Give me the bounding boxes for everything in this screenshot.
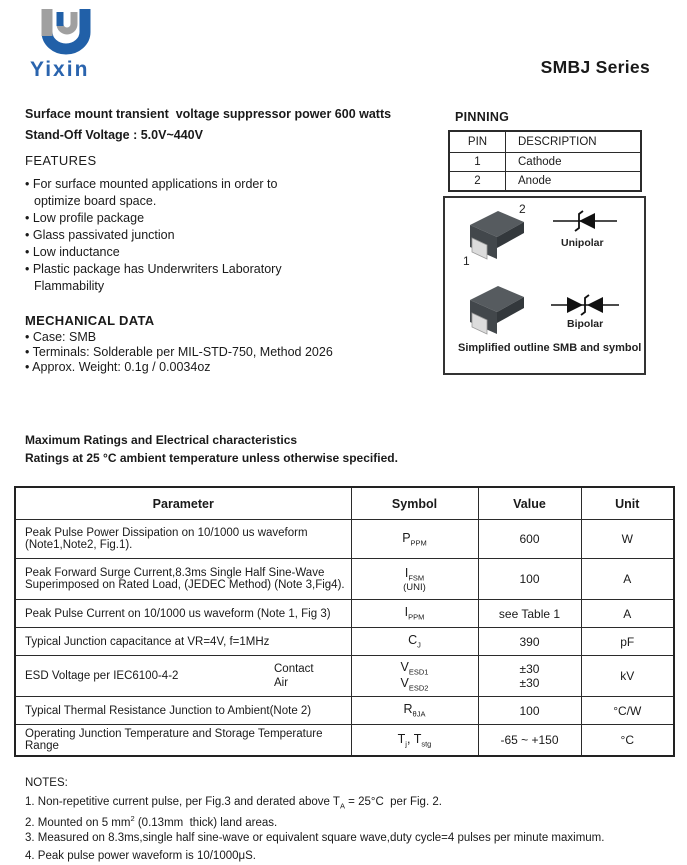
bipolar-diode-icon (551, 293, 619, 317)
company-logo-text: Yixin (30, 58, 90, 81)
pinning-table (448, 130, 642, 192)
symbol-cell: $C_J$ (351, 628, 478, 656)
parameter-cell (15, 559, 351, 600)
intro-line-1: Surface mount transient voltage suppressor power 600 watts (25, 107, 392, 121)
pin-1-label: 1 (463, 254, 470, 268)
pin-2-label: 2 (519, 202, 526, 216)
package-outline-box (443, 196, 646, 375)
feature-item: optimize board space. (34, 194, 157, 208)
mechanical-data-heading: MECHANICAL DATA (25, 313, 155, 328)
unit-cell: °C (581, 725, 674, 756)
note-line: 4. Peak pulse power waveform is 10/1000μS. (25, 850, 256, 862)
note-line: 2. Mounted on 5 $mm^2$ (0.13mm thick) land areas. (25, 814, 278, 829)
features-heading: FEATURES (25, 153, 97, 168)
feature-item: • Glass passivated junction (25, 228, 175, 242)
unit-cell: A (581, 559, 674, 600)
value-cell: 100 (478, 697, 581, 725)
pinning-header-row (449, 131, 641, 153)
unit-cell: A (581, 600, 674, 628)
symbol-col-header: Symbol (351, 487, 478, 520)
mechanical-item: • Terminals: Solderable per MIL-STD-750, Method 2026 (25, 345, 333, 359)
feature-item: • For surface mounted applications in order to (25, 177, 278, 191)
parameter-cell: Peak Pulse Current on 10/1000 us waveform (Note 1, Fig 3) (15, 600, 351, 628)
pin-number: 2 (449, 172, 506, 192)
parameter-text: ESD Voltage per IEC6100-4-2 (25, 670, 179, 682)
value-cell: 600 (478, 520, 581, 559)
bipolar-label: Bipolar (567, 318, 604, 330)
ratings-heading-line-2: Ratings at 25 °C ambient temperature unless otherwise specified. (25, 451, 398, 465)
pin-description: Anode (506, 172, 642, 192)
table-row (15, 600, 674, 628)
unit-cell: °C/W (581, 697, 674, 725)
parameter-text: Peak Forward Surge Current,8.3ms Single Half Sine-Wave (25, 567, 325, 579)
param-col-header: Parameter (15, 487, 351, 520)
parameter-cell: Operating Junction Temperature and Storage Temperature Range (15, 725, 351, 756)
table-row (15, 656, 674, 697)
parameter-cell: Typical Junction capacitance at VR=4V, f=1MHz (15, 628, 351, 656)
parameter-cell (15, 520, 351, 559)
table-row (449, 172, 641, 192)
notes-heading: NOTES: (25, 777, 68, 789)
unit-cell: W (581, 520, 674, 559)
parameter-cell: Typical Thermal Resistance Junction to Ambient(Note 2) (15, 697, 351, 725)
symbol-cell: $R_{\theta JA}$ (351, 697, 478, 725)
parameter-text: Peak Pulse Power Dissipation on 10/1000 us waveform (25, 527, 308, 539)
symbol-cell: $V_{ESD1}$ $V_{ESD2}$ (351, 656, 478, 697)
unipolar-label: Unipolar (561, 237, 604, 249)
unipolar-diode-icon (553, 209, 617, 233)
table-row (449, 153, 641, 172)
pin-col-header: PIN (449, 131, 506, 153)
value-cell: see Table 1 (478, 600, 581, 628)
value-cell: 100 (478, 559, 581, 600)
pin-description: Cathode (506, 153, 642, 172)
intro-line-2: Stand-Off Voltage : 5.0V~440V (25, 128, 203, 142)
parameter-text: Superimposed on Rated Load, (JEDEC Method) (Note 3,Fig4). (25, 579, 345, 591)
symbol-cell: $I_{FSM}$ (UNI) (351, 559, 478, 600)
mechanical-item: • Approx. Weight: 0.1g / 0.0034oz (25, 360, 211, 374)
note-line: 3. Measured on 8.3ms,single half sine-wave or equivalent square wave,duty cycle=4 pulses per minute maximum. (25, 832, 605, 844)
pin-number: 1 (449, 153, 506, 172)
symbol-cell: $I_{PPM}$ (351, 600, 478, 628)
ratings-header-row (15, 487, 674, 520)
value-cell: 390 (478, 628, 581, 656)
page-title: SMBJ Series (540, 57, 650, 77)
outline-caption: Simplified outline SMB and symbol (458, 342, 642, 354)
esd-condition-labels: Contact Air (274, 663, 314, 689)
unit-col-header: Unit (581, 487, 674, 520)
parameter-text: (Note1,Note2, Fig.1). (25, 539, 133, 551)
table-row (15, 628, 674, 656)
unit-cell: pF (581, 628, 674, 656)
table-row (15, 725, 674, 756)
feature-item: Flammability (34, 279, 105, 293)
mechanical-item: • Case: SMB (25, 330, 97, 344)
feature-item: • Low profile package (25, 211, 145, 225)
table-row (15, 559, 674, 600)
parameter-cell (15, 656, 351, 697)
note-line: 1. Non-repetitive current pulse, per Fig.3 and derated above $T_A = 25^\circ C$ per Fig. 2. (25, 796, 442, 811)
value-cell: ±30 ±30 (478, 656, 581, 697)
value-col-header: Value (478, 487, 581, 520)
ratings-table (14, 486, 675, 757)
smb-package-image (462, 282, 528, 338)
ratings-heading-line-1: Maximum Ratings and Electrical characteristics (25, 433, 298, 447)
symbol-cell: $T_j$, $T_{stg}$ (351, 725, 478, 756)
table-row (15, 520, 674, 559)
value-cell: -65 ~ +150 (478, 725, 581, 756)
pinning-heading: PINNING (455, 110, 510, 124)
feature-item: • Low inductance (25, 245, 120, 259)
symbol-cell: $P_{PPM}$ (351, 520, 478, 559)
feature-item: • Plastic package has Underwriters Laboratory (25, 262, 282, 276)
description-col-header: DESCRIPTION (506, 131, 642, 153)
company-logo-icon (28, 6, 106, 60)
unit-cell: kV (581, 656, 674, 697)
table-row (15, 697, 674, 725)
